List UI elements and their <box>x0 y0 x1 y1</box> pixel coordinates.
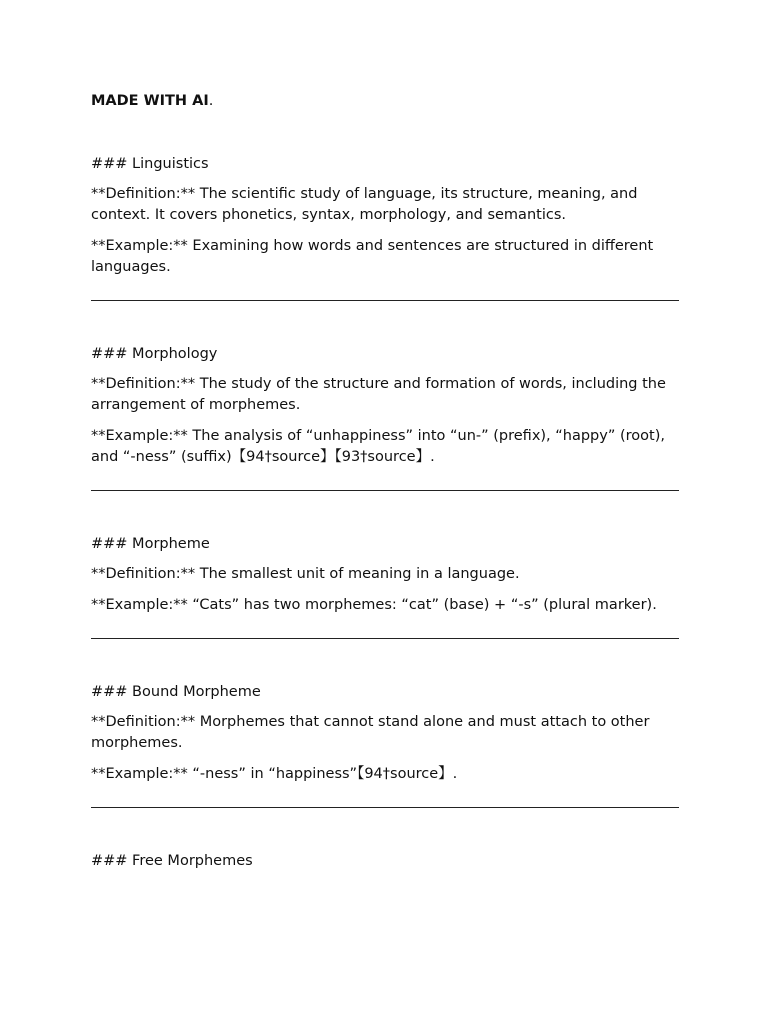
section-bound-morpheme <box>91 682 679 785</box>
section-example: **Example:** “Cats” has two morphemes: “cat” (base) + “-s” (plural marker). <box>91 597 657 613</box>
section-heading: ### Free Morphemes <box>91 853 253 869</box>
section-linguistics <box>91 154 679 278</box>
section-heading: ### Linguistics <box>91 156 209 172</box>
section-example: **Example:** “-ness” in “happiness”【94†source】. <box>91 766 458 782</box>
made-with-ai-header <box>91 91 679 111</box>
section-divider <box>91 807 679 808</box>
section-heading: ### Morphology <box>91 346 218 362</box>
header-text: MADE WITH AI <box>91 93 209 109</box>
section-free-morphemes <box>91 851 679 871</box>
section-definition: **Definition:** The smallest unit of meaning in a language. <box>91 566 520 582</box>
section-definition: **Definition:** Morphemes that cannot stand alone and must attach to other morphemes. <box>91 714 650 751</box>
section-morphology <box>91 344 679 468</box>
section-definition: **Definition:** The study of the structure and formation of words, including the arrangement of morphemes. <box>91 376 666 413</box>
section-heading: ### Bound Morpheme <box>91 684 261 700</box>
section-definition: **Definition:** The scientific study of language, its structure, meaning, and context. It covers phonetics, syntax, morphology, and semantics. <box>91 186 638 223</box>
section-divider <box>91 490 679 491</box>
section-example: **Example:** Examining how words and sentences are structured in different languages. <box>91 238 654 275</box>
section-divider <box>91 300 679 301</box>
section-divider <box>91 638 679 639</box>
section-example: **Example:** The analysis of “unhappiness” into “un-” (prefix), “happy” (root), and “-ness” (suffix)【94†source】【93†source】. <box>91 428 665 465</box>
header-suffix: . <box>208 93 214 109</box>
section-heading: ### Morpheme <box>91 536 210 552</box>
document-page <box>91 91 679 881</box>
section-morpheme <box>91 534 679 616</box>
